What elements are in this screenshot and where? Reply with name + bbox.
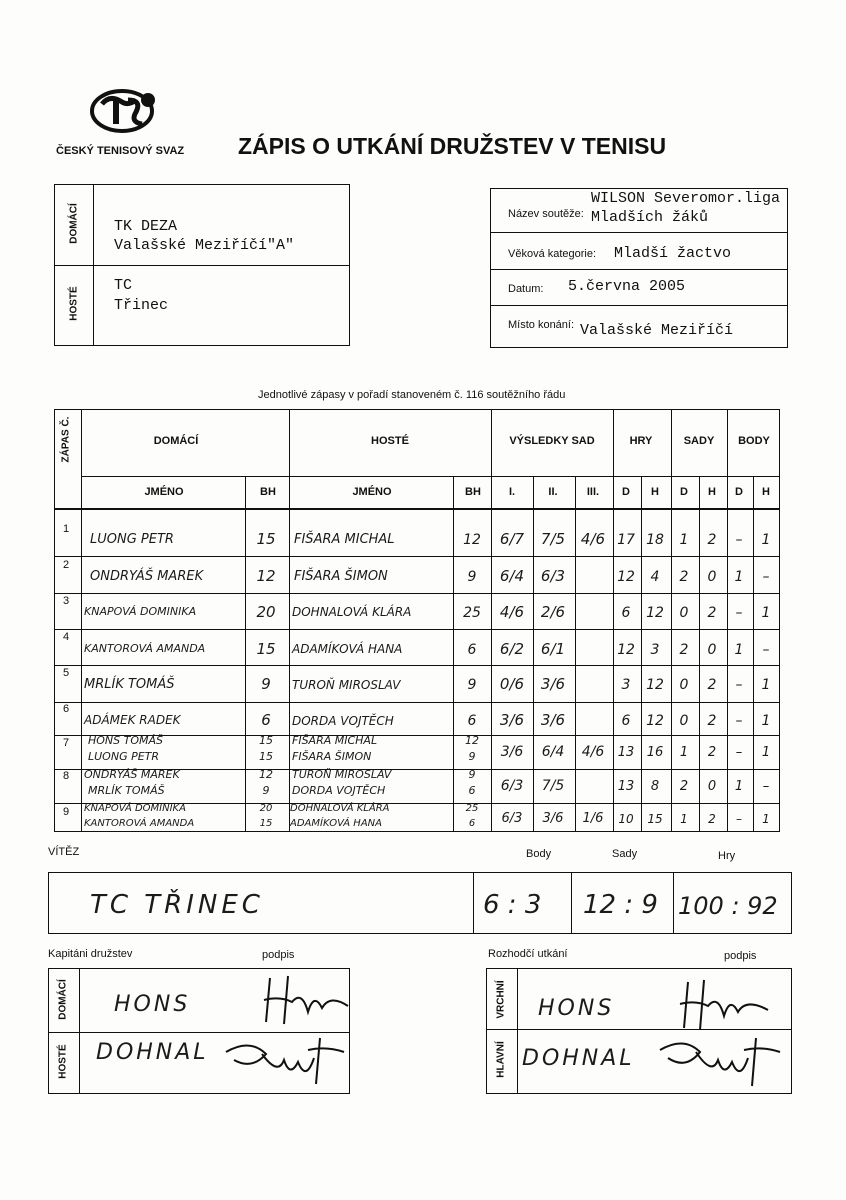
sub-home-bh: BH xyxy=(260,486,276,498)
guest-player-2: FIŠARA ŠIMON xyxy=(292,750,372,763)
games-guest: 12 xyxy=(646,605,664,621)
sets-home: 2 xyxy=(679,569,689,585)
sets-home: 1 xyxy=(679,745,689,760)
games-home: 10 xyxy=(618,812,634,826)
captains-title: Kapitáni družstev xyxy=(48,948,133,960)
captains-sign-label: podpis xyxy=(262,949,295,961)
home-bh-1: 15 xyxy=(259,734,273,747)
games-home: 13 xyxy=(617,745,635,760)
guest-player: FIŠARA ŠIMON xyxy=(294,569,388,584)
set3-score: 1/6 xyxy=(582,811,604,826)
points-home: – xyxy=(735,677,743,693)
games-guest: 12 xyxy=(646,677,664,693)
results-caption: Jednotlivé zápasy v pořadí stanoveném č. 116 soutěžního řádu xyxy=(258,389,566,401)
winner-points-label: Body xyxy=(526,848,552,860)
col-games: HRY xyxy=(629,435,653,447)
date-value: 5.června 2005 xyxy=(568,278,686,295)
guest-player-1: DOHNALOVÁ KLÁRA xyxy=(290,803,390,814)
winner-games-label: Hry xyxy=(718,850,736,862)
referee-main-name: HONS xyxy=(538,996,615,1021)
points-guest: 1 xyxy=(762,812,770,826)
referee-main-label: VRCHNÍ xyxy=(495,980,507,1019)
games-home: 6 xyxy=(621,605,631,621)
home-team-line2: Valašské Meziříčí"A" xyxy=(114,237,295,254)
set2-score: 6/1 xyxy=(540,640,566,658)
winner-points: 6 : 3 xyxy=(483,890,542,920)
sub-home-name: JMÉNO xyxy=(144,486,184,498)
guest-player: DORDA VOJTĚCH xyxy=(292,714,394,728)
captain-home-name: HONS xyxy=(114,992,191,1017)
org-name: ČESKÝ TENISOVÝ SVAZ xyxy=(56,145,185,157)
games-guest: 12 xyxy=(646,713,664,729)
home-bh: 9 xyxy=(261,675,271,693)
home-player: KANTOROVÁ AMANDA xyxy=(84,642,206,655)
match-number: 1 xyxy=(63,523,70,535)
set1-score: 3/6 xyxy=(499,711,525,729)
referees-title: Rozhodčí utkání xyxy=(488,948,568,960)
games-guest: 8 xyxy=(650,779,660,794)
home-player-2: MRLÍK TOMÁŠ xyxy=(88,784,165,797)
set3-score: 4/6 xyxy=(580,530,606,548)
age-category-value: Mladší žactvo xyxy=(614,245,732,262)
sets-guest: 2 xyxy=(707,605,717,621)
home-team-line1: TK DEZA xyxy=(114,218,178,235)
col-points: BODY xyxy=(738,435,770,447)
guest-bh-1: 12 xyxy=(465,734,479,747)
guest-player-2: ADAMÍKOVÁ HANA xyxy=(290,818,382,829)
guest-bh: 6 xyxy=(467,642,477,658)
match-number: 3 xyxy=(63,595,70,607)
teams-box xyxy=(54,184,350,346)
sets-home: 1 xyxy=(680,812,688,826)
sets-home: 0 xyxy=(679,605,689,621)
home-bh-2: 9 xyxy=(262,784,270,797)
guest-bh-2: 9 xyxy=(468,750,476,763)
referee-main-signature xyxy=(676,976,776,1036)
set2-score: 6/3 xyxy=(540,567,566,585)
col-match-no: ZÁPAS Č. xyxy=(60,416,72,463)
guest-bh: 12 xyxy=(463,532,481,548)
points-home: 1 xyxy=(734,642,744,658)
set3-score: 4/6 xyxy=(581,744,605,760)
home-bh-1: 12 xyxy=(259,768,273,781)
guest-bh: 9 xyxy=(467,677,477,693)
games-guest: 16 xyxy=(646,745,664,760)
guest-player: ADAMÍKOVÁ HANA xyxy=(292,642,403,656)
col-results: VÝSLEDKY SAD xyxy=(509,435,595,447)
set2-score: 2/6 xyxy=(540,603,566,621)
captain-home-label: DOMÁCÍ xyxy=(57,979,69,1020)
home-bh: 15 xyxy=(256,640,276,658)
home-bh-2: 15 xyxy=(259,818,273,829)
sub-points-h: H xyxy=(762,486,770,498)
sets-guest: 0 xyxy=(707,779,717,794)
guest-bh-1: 25 xyxy=(465,803,479,814)
home-bh-2: 15 xyxy=(259,750,273,763)
home-bh: 12 xyxy=(256,567,276,585)
sub-guest-name: JMÉNO xyxy=(352,486,392,498)
date-label: Datum: xyxy=(508,283,544,295)
set1-score: 6/3 xyxy=(501,811,523,826)
set1-score: 0/6 xyxy=(499,675,525,693)
games-home: 6 xyxy=(621,713,631,729)
sets-home: 1 xyxy=(679,532,689,548)
sub-points-d: D xyxy=(735,486,743,498)
venue-value: Valašské Meziříčí xyxy=(580,322,734,339)
set2-score: 3/6 xyxy=(540,711,566,729)
set2-score: 6/4 xyxy=(541,744,565,760)
home-bh: 15 xyxy=(256,530,276,548)
referee-chief-name: DOHNAL xyxy=(522,1046,635,1071)
winner-name: TC TŘINEC xyxy=(90,890,264,920)
points-guest: – xyxy=(762,569,770,585)
captain-guest-name: DOHNAL xyxy=(96,1040,209,1065)
games-home: 13 xyxy=(617,779,635,794)
points-guest: 1 xyxy=(761,713,771,729)
sub-games-h: H xyxy=(651,486,659,498)
guest-bh: 9 xyxy=(467,569,477,585)
sub-games-d: D xyxy=(622,486,630,498)
home-player: KNAPOVÁ DOMINIKA xyxy=(84,605,197,618)
set1-score: 6/2 xyxy=(499,640,525,658)
sets-guest: 0 xyxy=(707,642,717,658)
points-home: – xyxy=(735,713,743,729)
games-guest: 3 xyxy=(650,642,660,658)
guest-player: TUROŇ MIROSLAV xyxy=(292,678,401,692)
guest-bh: 25 xyxy=(463,605,481,621)
guest-team-line1: TC xyxy=(114,277,133,294)
guest-player-1: TUROŇ MIROSLAV xyxy=(292,768,392,781)
sets-home: 2 xyxy=(679,779,689,794)
sub-sets-d: D xyxy=(680,486,688,498)
captain-home-signature xyxy=(258,972,354,1030)
sub-set1: I. xyxy=(508,486,516,498)
points-guest: – xyxy=(762,779,770,794)
competition-name-line1: WILSON Severomor.liga xyxy=(591,190,781,207)
col-guest: HOSTÉ xyxy=(371,435,409,447)
games-guest: 18 xyxy=(646,532,664,548)
col-home: DOMÁCÍ xyxy=(153,435,199,447)
home-player: MRLÍK TOMÁŠ xyxy=(84,677,175,692)
cts-logo xyxy=(88,86,160,138)
home-player-1: HONS TOMÁŠ xyxy=(88,734,164,747)
sets-guest: 0 xyxy=(707,569,717,585)
sub-guest-bh: BH xyxy=(465,486,481,498)
match-number: 8 xyxy=(63,770,70,782)
home-bh-1: 20 xyxy=(259,803,273,814)
points-guest: 1 xyxy=(761,532,771,548)
guest-player: DOHNALOVÁ KLÁRA xyxy=(292,605,412,619)
games-home: 12 xyxy=(617,642,635,658)
page-title: ZÁPIS O UTKÁNÍ DRUŽSTEV V TENISU xyxy=(238,133,667,159)
match-number: 5 xyxy=(63,667,70,679)
set1-score: 3/6 xyxy=(500,744,524,760)
home-team-label: DOMÁCÍ xyxy=(68,203,80,244)
guest-player: FIŠARA MICHAL xyxy=(294,532,395,547)
set1-score: 6/4 xyxy=(499,567,525,585)
guest-bh-2: 6 xyxy=(468,818,476,829)
guest-bh-1: 9 xyxy=(468,768,476,781)
captain-guest-signature xyxy=(222,1030,352,1090)
guest-player-2: DORDA VOJTĚCH xyxy=(292,784,386,797)
home-player-1: KNAPOVÁ DOMINIKA xyxy=(84,803,186,814)
points-guest: – xyxy=(762,642,770,658)
sub-sets-h: H xyxy=(708,486,716,498)
points-home: 1 xyxy=(734,569,744,585)
games-home: 3 xyxy=(621,677,631,693)
points-home: – xyxy=(735,605,743,621)
match-number: 9 xyxy=(63,806,70,818)
home-bh: 20 xyxy=(256,603,276,621)
competition-name-label: Název soutěže: xyxy=(508,208,584,220)
games-guest: 15 xyxy=(647,812,663,826)
games-guest: 4 xyxy=(650,569,660,585)
set2-score: 7/5 xyxy=(541,778,565,794)
points-guest: 1 xyxy=(761,677,771,693)
sub-set3: III. xyxy=(586,486,600,498)
referee-chief-signature xyxy=(656,1030,786,1092)
guest-team-label: HOSTÉ xyxy=(68,286,80,321)
set1-score: 4/6 xyxy=(499,603,525,621)
captain-guest-label: HOSTÉ xyxy=(57,1044,69,1079)
points-home: – xyxy=(735,532,743,548)
guest-player-1: FIŠARA MICHAL xyxy=(292,734,378,747)
winner-games: 100 : 92 xyxy=(678,892,778,920)
age-category-label: Věková kategorie: xyxy=(508,248,597,260)
col-sets: SADY xyxy=(683,435,715,447)
home-player-2: KANTOROVÁ AMANDA xyxy=(84,818,195,829)
guest-bh-2: 6 xyxy=(468,784,476,797)
home-player-2: LUONG PETR xyxy=(88,750,160,763)
points-home: – xyxy=(736,812,742,826)
sets-guest: 2 xyxy=(708,812,716,826)
home-player: ADÁMEK RADEK xyxy=(84,713,181,727)
set1-score: 6/7 xyxy=(499,530,525,548)
set2-score: 7/5 xyxy=(540,530,566,548)
sets-home: 2 xyxy=(679,642,689,658)
set2-score: 3/6 xyxy=(542,811,564,826)
match-number: 2 xyxy=(63,559,70,571)
home-player: LUONG PETR xyxy=(90,532,174,547)
games-home: 12 xyxy=(617,569,635,585)
sub-set2: II. xyxy=(548,486,558,498)
home-player: ONDRYÁŠ MAREK xyxy=(90,569,204,584)
guest-team-line2: Třinec xyxy=(114,297,169,314)
sets-guest: 2 xyxy=(707,677,717,693)
points-guest: 1 xyxy=(761,605,771,621)
guest-bh: 6 xyxy=(467,713,477,729)
referee-chief-label: HLAVNÍ xyxy=(495,1041,507,1078)
home-player-1: ONDRYÁŠ MAREK xyxy=(84,768,180,781)
set2-score: 3/6 xyxy=(540,675,566,693)
sets-home: 0 xyxy=(679,677,689,693)
winner-sets-label: Sady xyxy=(612,848,638,860)
points-guest: 1 xyxy=(761,745,771,760)
match-number: 6 xyxy=(63,703,70,715)
set1-score: 6/3 xyxy=(500,778,524,794)
sets-home: 0 xyxy=(679,713,689,729)
match-number: 4 xyxy=(63,631,70,643)
games-home: 17 xyxy=(617,532,635,548)
points-home: – xyxy=(735,745,743,760)
sets-guest: 2 xyxy=(707,745,717,760)
winner-sets: 12 : 9 xyxy=(583,890,658,920)
sets-guest: 2 xyxy=(707,713,717,729)
match-number: 7 xyxy=(63,737,70,749)
home-bh: 6 xyxy=(261,711,271,729)
points-home: 1 xyxy=(734,779,744,794)
referees-sign-label: podpis xyxy=(724,950,757,962)
venue-label: Místo konání: xyxy=(508,319,575,331)
sets-guest: 2 xyxy=(707,532,717,548)
winner-label: VÍTĚZ xyxy=(48,846,80,858)
competition-name-line2: Mladších žáků xyxy=(591,209,709,226)
